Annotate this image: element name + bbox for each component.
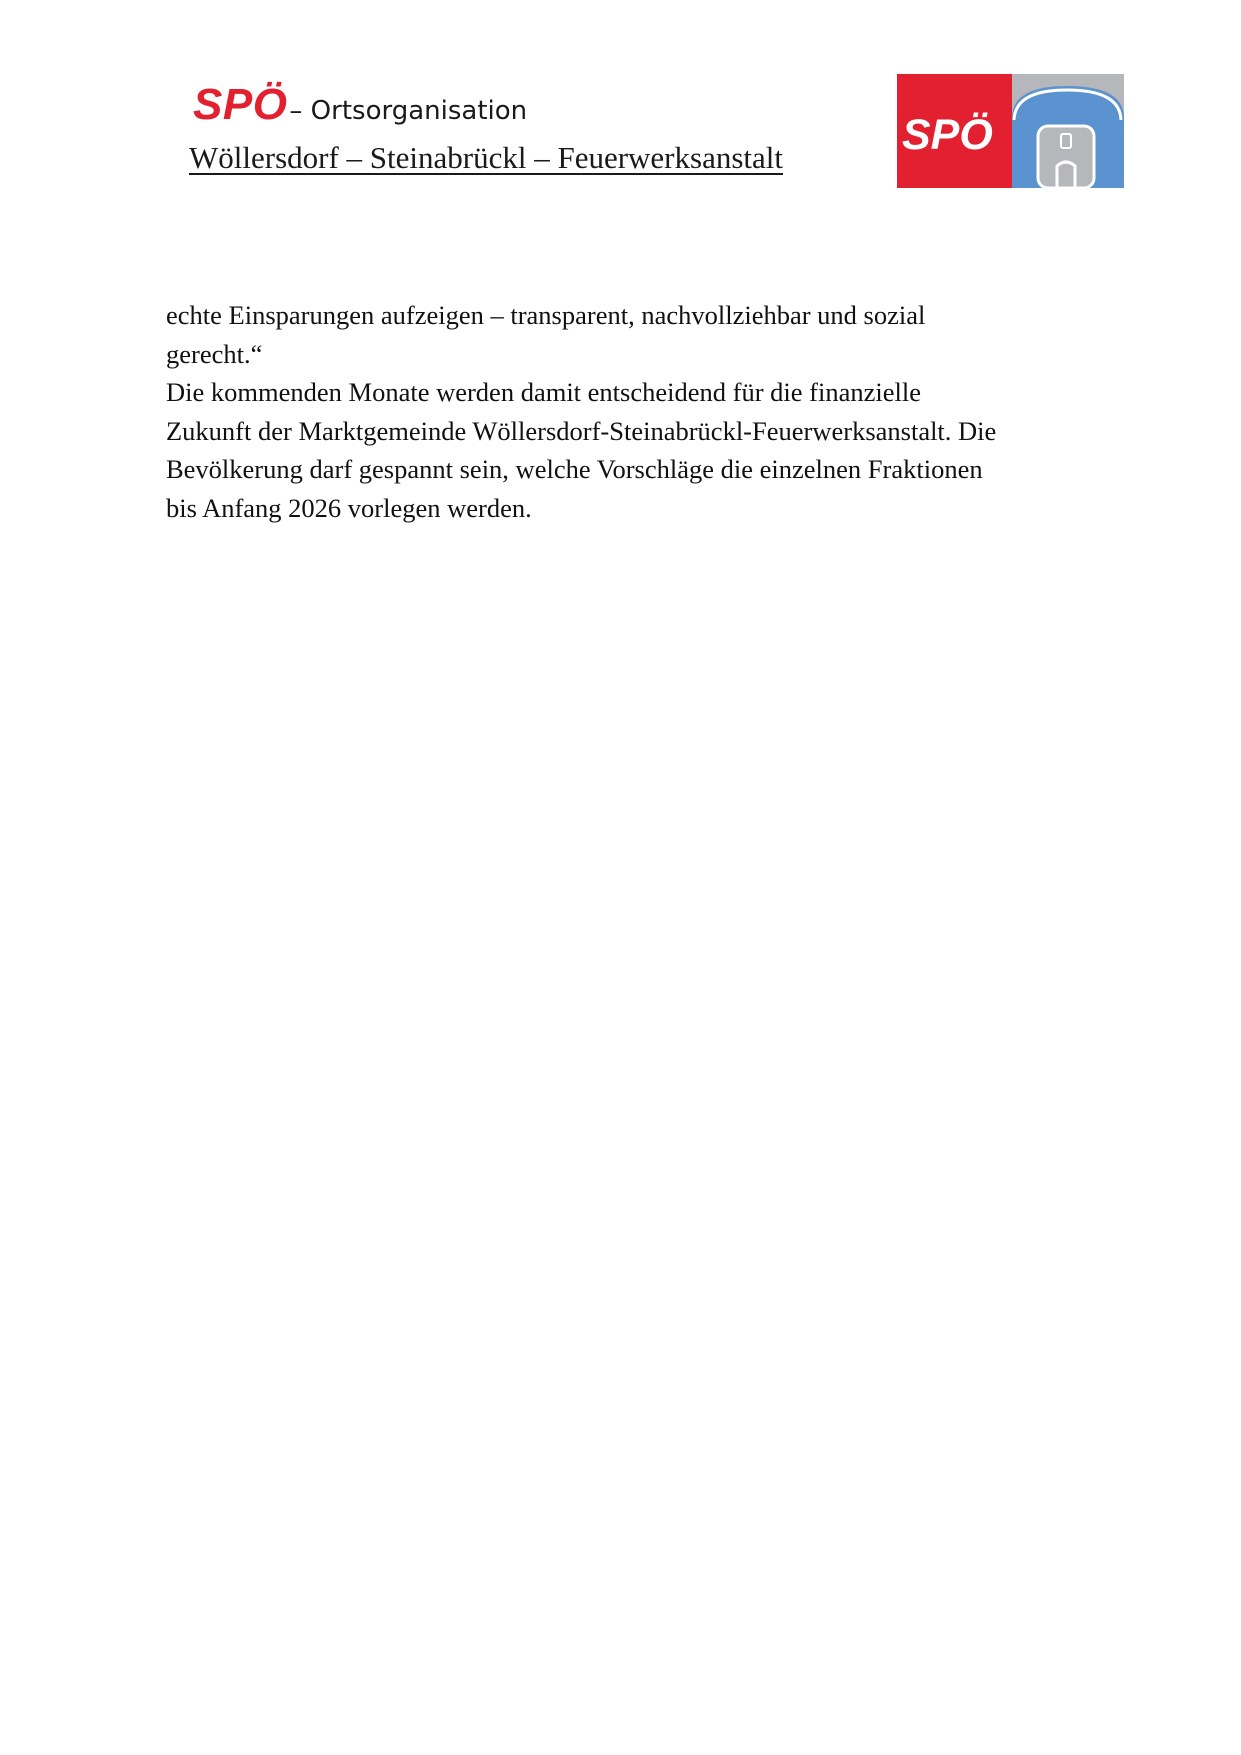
logo-text: SPÖ bbox=[902, 111, 993, 159]
organization-title bbox=[193, 80, 527, 130]
body-line: Zukunft der Marktgemeinde Wöllersdorf-Steinabrückl-Feuerwerksanstalt. Die bbox=[166, 415, 997, 446]
body-line: echte Einsparungen aufzeigen – transparent, nachvollziehbar und sozial bbox=[166, 300, 926, 330]
organization-suffix: – Ortsorganisation bbox=[289, 96, 528, 126]
body-line: Bevölkerung darf gespannt sein, welche Vorschläge die einzelnen Fraktionen bbox=[166, 454, 983, 485]
body-line: bis Anfang 2026 vorlegen werden. bbox=[166, 492, 532, 523]
document-body bbox=[166, 296, 1096, 528]
party-name: SPÖ bbox=[193, 80, 288, 129]
body-line: Die kommenden Monate werden damit entscheidend für die finanzielle bbox=[166, 377, 921, 408]
body-line: gerecht.“ bbox=[166, 338, 263, 369]
spo-logo bbox=[897, 74, 1124, 188]
municipality-name: Wöllersdorf – Steinabrückl – Feuerwerksanstalt bbox=[189, 140, 783, 175]
letterhead bbox=[0, 0, 1241, 200]
